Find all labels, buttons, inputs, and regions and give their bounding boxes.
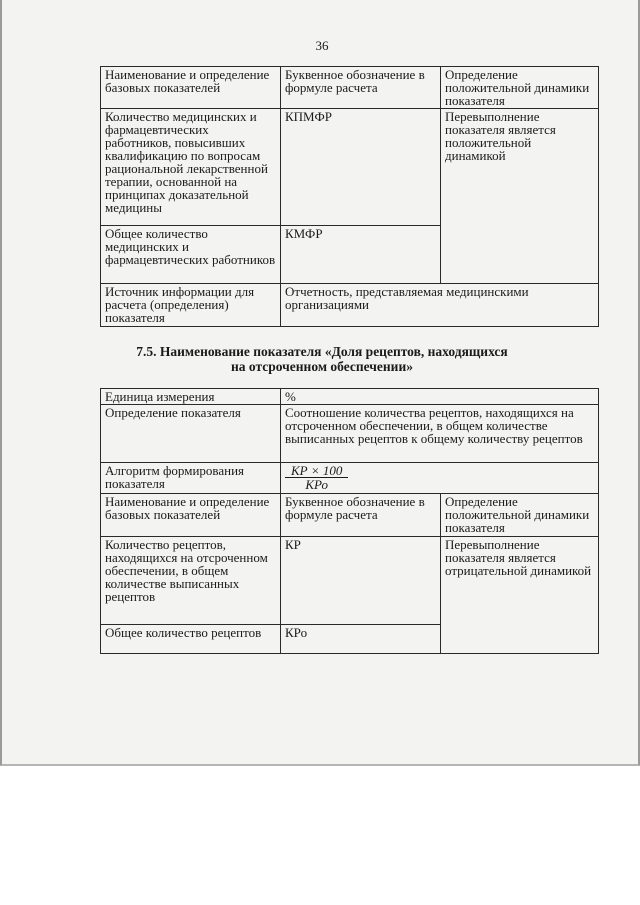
page-number: 36 (315, 38, 329, 53)
table-row (101, 284, 599, 327)
indicator-symbol-cell: КПМФР (281, 109, 441, 226)
section-heading (2, 344, 640, 374)
header-name-cell: Наименование и определение базовых показателей (101, 494, 281, 537)
algorithm-formula-cell (281, 463, 599, 494)
unit-value-cell: % (281, 389, 599, 405)
table-row (101, 537, 599, 625)
source-label-cell: Источник информации для расчета (определения) показателя (101, 284, 281, 327)
header-dynamics-cell: Определение положительной динамики показателя (441, 67, 599, 109)
header-name-cell: Наименование и определение базовых показателей (101, 67, 281, 109)
definition-label-cell: Определение показателя (101, 405, 281, 463)
indicator-symbol-cell: КРо (281, 625, 441, 654)
base-indicators-table (100, 66, 599, 327)
heading-line: на отсроченном обеспечении» (231, 359, 413, 374)
indicator-name-cell: Количество медицинских и фармацевтических работников, повысивших квалификацию по вопросам рациональной лекарственной терапии, основанной на принципах доказательной медицины (101, 109, 281, 226)
header-symbol-cell: Буквенное обозначение в формуле расчета (281, 494, 441, 537)
heading-line: 7.5. Наименование показателя «Доля рецептов, находящихся (136, 344, 508, 359)
table-row (101, 389, 599, 405)
algorithm-label-cell: Алгоритм формирования показателя (101, 463, 281, 494)
definition-value-cell: Соотношение количества рецептов, находящихся на отсроченном обеспечении, в общем количестве выписанных рецептов к общему количеству рецептов (281, 405, 599, 463)
formula (285, 464, 348, 492)
indicator-name-cell: Общее количество рецептов (101, 625, 281, 654)
header-dynamics-cell: Определение положительной динамики показателя (441, 494, 599, 537)
dynamics-cell: Перевыполнение показателя является положительной динамикой (441, 109, 599, 284)
table-row (101, 463, 599, 494)
indicator-symbol-cell: КМФР (281, 226, 441, 284)
indicator-definition-table (100, 388, 599, 654)
header-symbol-cell: Буквенное обозначение в формуле расчета (281, 67, 441, 109)
formula-denominator: КРо (305, 477, 328, 492)
unit-label-cell: Единица измерения (101, 389, 281, 405)
formula-numerator: КР × 100 (285, 464, 348, 478)
table-header-row (101, 494, 599, 537)
indicator-name-cell: Общее количество медицинских и фармацевтических работников (101, 226, 281, 284)
indicator-symbol-cell: КР (281, 537, 441, 625)
dynamics-cell: Перевыполнение показателя является отрицательной динамикой (441, 537, 599, 654)
source-value-cell: Отчетность, представляемая медицинскими организациями (281, 284, 599, 327)
table-row (101, 109, 599, 226)
table-header-row (101, 67, 599, 109)
indicator-name-cell: Количество рецептов, находящихся на отсроченном обеспечении, в общем количестве выписанных рецептов (101, 537, 281, 625)
table-row (101, 405, 599, 463)
